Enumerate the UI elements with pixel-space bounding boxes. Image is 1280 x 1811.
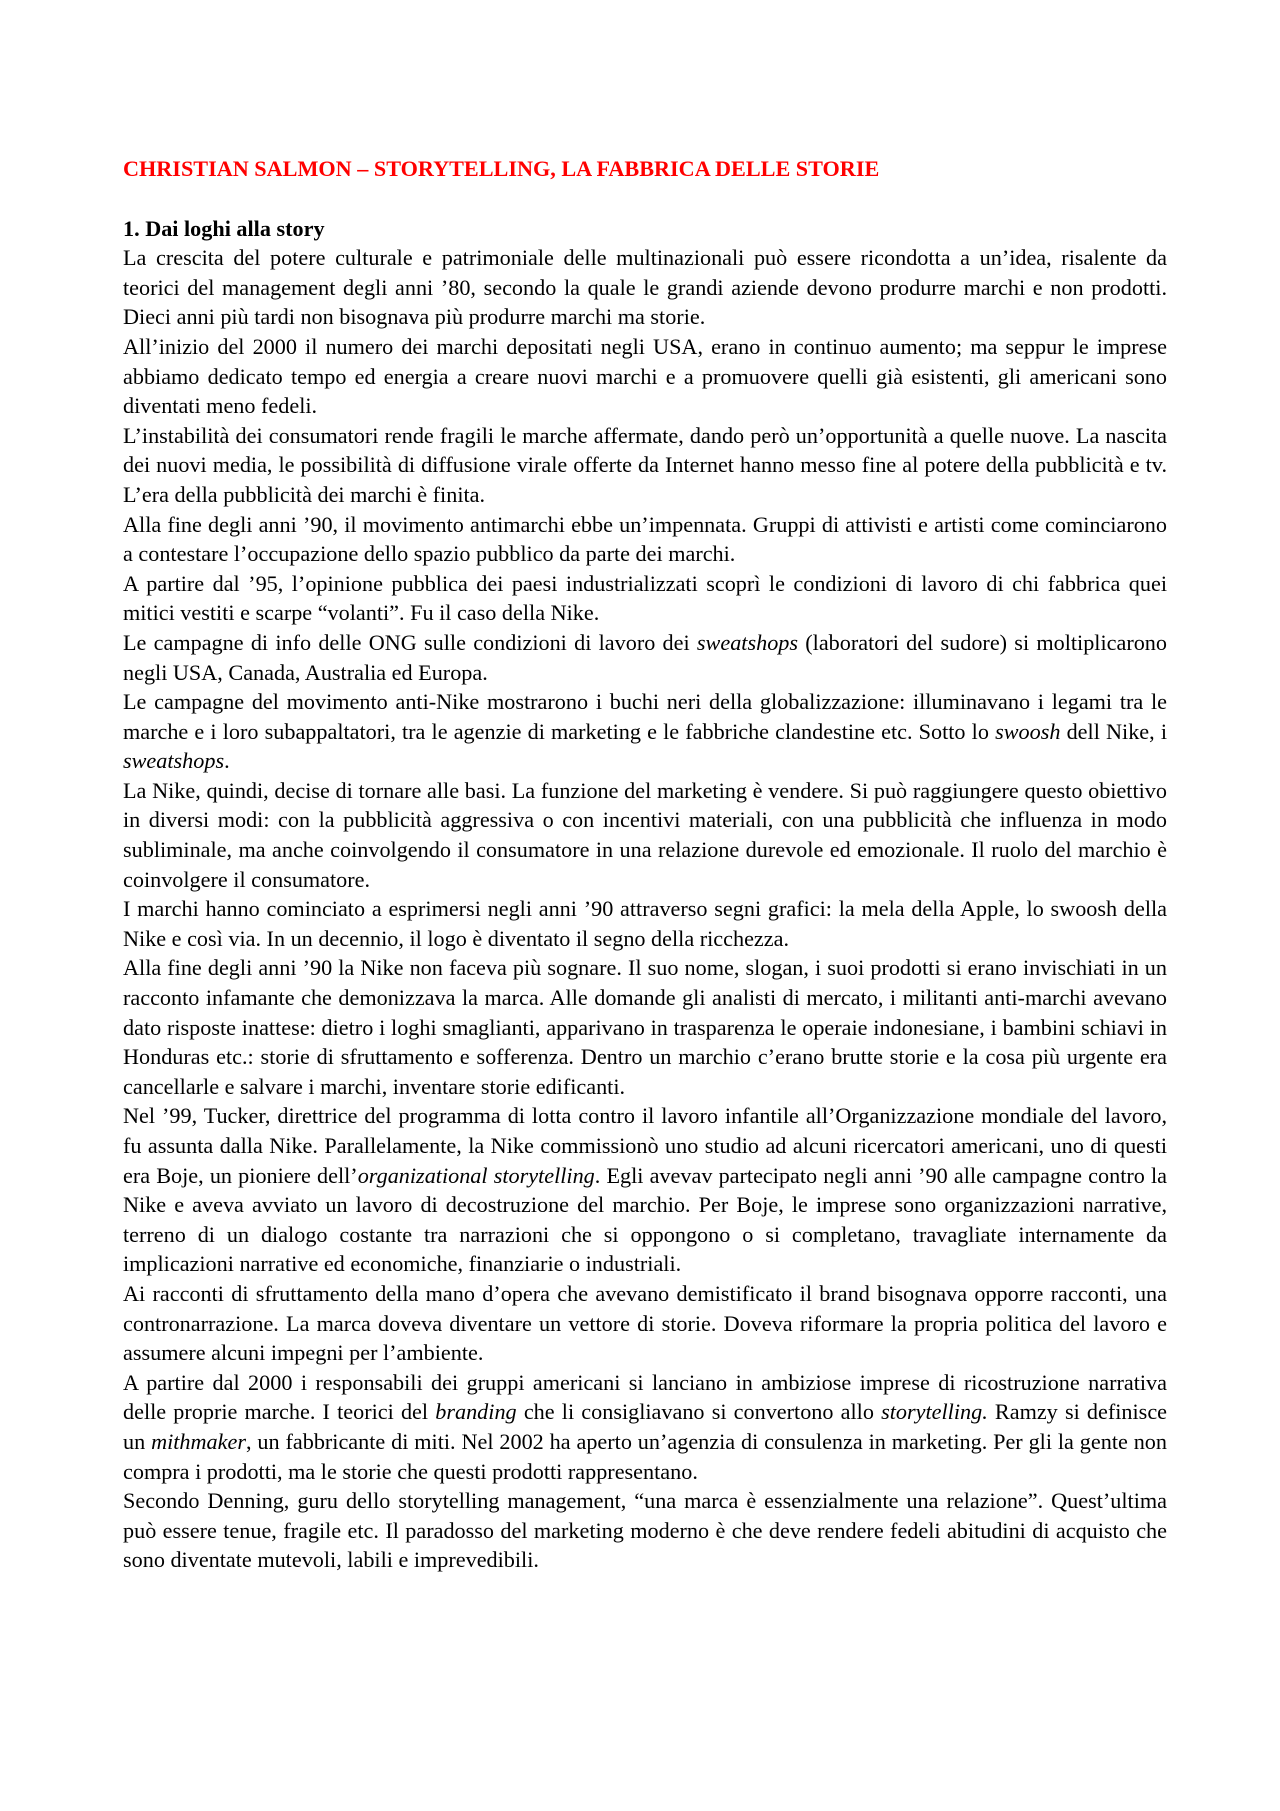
document-page [123, 154, 1167, 1575]
paragraph-text: (laboratori del sudore) si moltiplicarono negli USA, Canada, Australia ed Europa. [123, 629, 1167, 685]
paragraph-text: La crescita del potere culturale e patrimoniale delle multinazionali può essere ricondotta a un’idea, risalente da teorici del management degli anni ’80, secondo la quale le grandi aziende devono produrre marchi e non prodotti. Dieci anni più tardi non bisognava più produrre marchi ma storie. [123, 245, 1167, 330]
paragraph [123, 687, 1167, 776]
italic-text: swoosh [995, 718, 1061, 744]
paragraph [123, 421, 1167, 510]
paragraph-text: che li consigliavano si convertono allo [516, 1399, 882, 1425]
paragraph-text: , un fabbricante di miti. Nel 2002 ha aperto un’agenzia di consulenza in marketing. Per gli la gente non compra i prodotti, ma le storie che questi prodotti rappresentano. [123, 1428, 1167, 1484]
paragraph [123, 510, 1167, 569]
paragraph-text: Nel ’99, Tucker, direttrice del programma di lotta contro il lavoro infantile all’Organizzazione mondiale del lavoro, fu assunta dalla Nike. Parallelamente, la Nike commissionò uno studio ad alcuni ricercatori americani, uno di questi era Boje, un pioniere dell’ [123, 1103, 1167, 1188]
paragraph-text: A partire dal ’95, l’opinione pubblica dei paesi industrializzati scoprì le condizioni di lavoro di chi fabbrica quei mitici vestiti e scarpe “volanti”. Fu il caso della Nike. [123, 570, 1167, 626]
paragraph-text: I marchi hanno cominciato a esprimersi negli anni ’90 attraverso segni grafici: la mela della Apple, lo swoosh della Nike e così via. In un decennio, il logo è diventato il segno della ricchezza. [123, 896, 1167, 951]
paragraph [123, 1279, 1167, 1368]
paragraph [123, 1368, 1167, 1486]
italic-text: mithmaker [151, 1428, 246, 1454]
italic-text: organizational storytelling [357, 1162, 595, 1188]
paragraph [123, 894, 1167, 953]
section-heading: 1. Dai loghi alla story [123, 215, 325, 241]
paragraph-text: Alla fine degli anni ’90 la Nike non faceva più sognare. Il suo nome, slogan, i suoi prodotti si erano invischiati in un racconto infamante che demonizzava la marca. Alle domande gli analisti di mercato, i militanti anti-marchi avevano dato risposte inattese: dietro i loghi smaglianti, apparivano in trasparenza le operaie indonesiane, i bambini schiavi in Honduras etc.: storie di sfruttamento e sofferenza. Dentro un marchio c’erano brutte storie e la cosa più urgente era cancellarle e salvare i marchi, inventare storie edificanti. [123, 955, 1167, 1099]
paragraph [123, 776, 1167, 894]
italic-text: storytelling. [881, 1399, 988, 1425]
paragraph [123, 569, 1167, 628]
paragraph-text: L’instabilità dei consumatori rende fragili le marche affermate, dando però un’opportunità a quelle nuove. La nascita dei nuovi media, le possibilità di diffusione virale offerte da Internet hanno messo fine al potere della pubblicità e tv. L’era della pubblicità dei marchi è finita. [123, 422, 1167, 507]
paragraph-text: Ai racconti di sfruttamento della mano d’opera che avevano demistificato il brand bisognava opporre racconti, una contronarrazione. La marca doveva diventare un vettore di storie. Doveva riformare la propria politica del lavoro e assumere alcuni impegni per l’ambiente. [123, 1280, 1167, 1366]
paragraph [123, 628, 1167, 687]
paragraph-text: A partire dal 2000 i responsabili dei gruppi americani si lanciano in ambiziose imprese di ricostruzione narrativa delle proprie marche. I teorici del [123, 1369, 1167, 1425]
paragraph-text: Alla fine degli anni ’90, il movimento antimarchi ebbe un’impennata. Gruppi di attivisti e artisti come cominciarono a contestare l’occupazione dello spazio pubblico da parte dei marchi. [123, 511, 1167, 567]
paragraph [123, 1486, 1167, 1575]
paragraph-text: La Nike, quindi, decise di tornare alle basi. La funzione del marketing è vendere. Si può raggiungere questo obiettivo in diversi modi: con la pubblicità aggressiva o con incentivi materiali, con una pubblicità che influenza in modo subliminale, ma anche coinvolgendo il consumatore in una relazione durevole ed emozionale. Il ruolo del marchio è coinvolgere il consumatore. [123, 777, 1167, 892]
italic-text: sweatshops [123, 748, 225, 774]
italic-text: sweatshops [696, 629, 799, 655]
paragraph-text: All’inizio del 2000 il numero dei marchi depositati negli USA, erano in continuo aumento; ma seppur le imprese abbiamo dedicato tempo ed energia a creare nuovi marchi e a promuovere quelli già esistenti, gli americani sono diventati meno fedeli. [123, 333, 1167, 419]
document-title: CHRISTIAN SALMON – STORYTELLING, LA FABBRICA DELLE STORIE [123, 156, 880, 181]
section-body [123, 243, 1167, 1575]
paragraph-text: Ramzy si definisce un [123, 1399, 1168, 1454]
paragraph [123, 243, 1167, 332]
paragraph-text: Le campagne del movimento anti-Nike mostrarono i buchi neri della globalizzazione: illuminavano i legami tra le marche e i loro subappaltatori, tra le agenzie di marketing e le fabbriche clandestine etc. Sotto lo [123, 689, 1167, 744]
paragraph [123, 332, 1167, 421]
paragraph [123, 1101, 1167, 1279]
paragraph-text: . Egli avevav partecipato negli anni ’90 alle campagne contro la Nike e aveva avviato un lavoro di decostruzione del marchio. Per Boje, le imprese sono organizzazioni narrative, terreno di un dialogo costante tra narrazioni che si oppongono o si completano, travagliate internamente da implicazioni narrative ed economiche, finanziarie o industriali. [123, 1162, 1168, 1277]
paragraph-text: Le campagne di info delle ONG sulle condizioni di lavoro dei [123, 629, 697, 655]
paragraph-text: dell Nike, i [1060, 718, 1167, 744]
italic-text: branding [435, 1399, 517, 1425]
paragraph [123, 953, 1167, 1101]
paragraph-text: Secondo Denning, guru dello storytelling management, “una marca è essenzialmente una relazione”. Quest’ultima può essere tenue, fragile etc. Il paradosso del marketing moderno è che deve rendere fedeli abitudini di acquisto che sono diventate mutevoli, labili e imprevedibili. [123, 1488, 1167, 1573]
paragraph-text: . [224, 748, 230, 774]
